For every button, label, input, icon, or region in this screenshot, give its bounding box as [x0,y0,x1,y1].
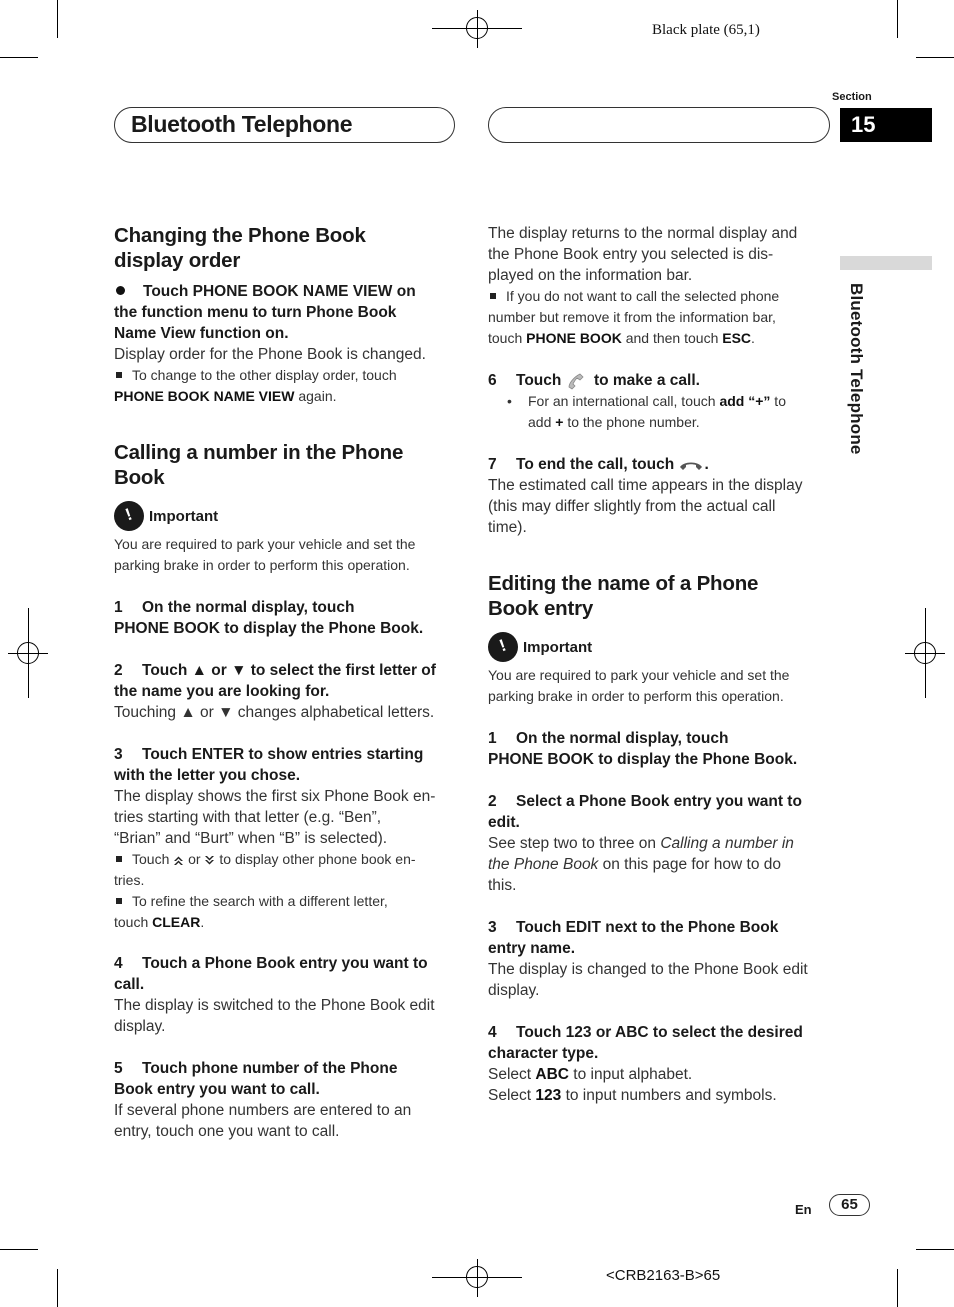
registration-mark [914,642,936,664]
chapter-title-pill [114,107,455,143]
square-bullet-icon [116,898,122,904]
step-heading: Touch PHONE BOOK NAME VIEW on the function menu to turn Phone Book Name View function on. [114,283,416,342]
crop-mark [57,1269,58,1307]
header-empty-pill [488,107,830,143]
step-heading: 4 Touch a Phone Book entry you want to call. [114,955,428,993]
bullet-icon: • [507,393,512,409]
note: To change to the other display order, touch PHONE BOOK NAME VIEW again. [114,367,397,404]
body-text: See step two to three on Calling a number in the Phone Book on this page for how to do this. [488,835,794,894]
chapter-title: Bluetooth Telephone [131,111,353,137]
step-heading: 1 On the normal display, touch PHONE BOOK to display the Phone Book. [488,730,798,768]
note: Touch or to display other phone book en- tries. To refine the search with a different letter, touch CLEAR. [114,851,416,930]
square-bullet-icon [116,856,122,862]
step-heading: 5 Touch phone number of the Phone Book entry you want to call. [114,1060,398,1098]
page-number: 65 [829,1194,870,1216]
bullet-icon [116,286,125,295]
step-heading: 4 Touch 123 or ABC to select the desired character type. [488,1024,803,1062]
crop-mark [916,1249,954,1250]
step-heading: 3 Touch ENTER to show entries starting with the letter you chose. [114,746,424,784]
plate-label: Black plate (65,1) [652,22,760,38]
registration-mark [466,17,488,39]
step-heading: 2 Select a Phone Book entry you want to edit. [488,793,802,831]
body-text: Touching ▲ or ▼ changes alphabetical letters. [114,704,435,721]
section-heading: Calling a number in the Phone Book [114,441,404,489]
note: • For an international call, touch add “+” to add + to the phone number. [507,393,786,430]
crop-mark [897,0,898,38]
phone-call-icon [566,371,590,391]
step-heading: 3 Touch EDIT next to the Phone Book entry name. [488,919,779,957]
print-code: <CRB2163-B>65 [606,1267,721,1284]
step-heading: 6 Touch to make a call. [488,372,700,389]
important-text: You are required to park your vehicle and set the parking brake in order to perform this operation. [114,536,416,573]
left-column [114,223,459,1142]
scroll-down-icon [204,855,215,866]
scroll-up-icon [173,855,184,866]
right-column [488,223,833,1106]
body-text: The display is switched to the Phone Book edit display. [114,997,435,1035]
crop-mark [0,1249,38,1250]
body-text: The display is changed to the Phone Book edit display. [488,961,808,999]
crop-mark [0,57,38,58]
side-tab-bar [840,256,932,270]
section-heading: Editing the name of a Phone Book entry [488,572,759,620]
end-call-icon [678,458,704,472]
registration-mark [466,1266,488,1288]
important-icon [114,501,144,531]
body-text: Display order for the Phone Book is changed. [114,346,426,363]
important-label: ! Important [488,632,833,662]
square-bullet-icon [116,372,122,378]
crop-mark [897,1269,898,1307]
square-bullet-icon [490,293,496,299]
section-heading: Changing the Phone Book display order [114,224,366,272]
section-number: 15 [840,108,932,142]
crop-mark [57,0,58,38]
important-text: You are required to park your vehicle and set the parking brake in order to perform this operation. [488,667,790,704]
side-tab-label: Bluetooth Telephone [847,283,866,455]
body-text: The display shows the first six Phone Book en- tries starting with that letter (e.g. “Ben”, “Brian” and “Burt” when “B” is selected). [114,788,436,847]
step-heading: 1 On the normal display, touch PHONE BOOK to display the Phone Book. [114,599,424,637]
body-text: Select ABC to input alphabet. Select 123 to input numbers and symbols. [488,1066,777,1104]
section-label: Section [832,91,872,103]
crop-mark [916,57,954,58]
registration-mark [17,642,39,664]
important-label: ! Important [114,501,459,531]
body-text: If several phone numbers are entered to an entry, touch one you want to call. [114,1102,412,1140]
body-text: The estimated call time appears in the display (this may differ slightly from the actual call time). [488,477,803,536]
step-heading: 7 To end the call, touch . [488,456,709,473]
body-text: The display returns to the normal display and the Phone Book entry you selected is dis- played on the information bar. [488,225,798,284]
important-icon [488,632,518,662]
note: If you do not want to call the selected phone number but remove it from the information bar, touch PHONE BOOK and then touch ESC. [488,288,780,346]
step-heading: 2 Touch ▲ or ▼ to select the first letter of the name you are looking for. [114,662,436,700]
language-label: En [795,1202,812,1217]
